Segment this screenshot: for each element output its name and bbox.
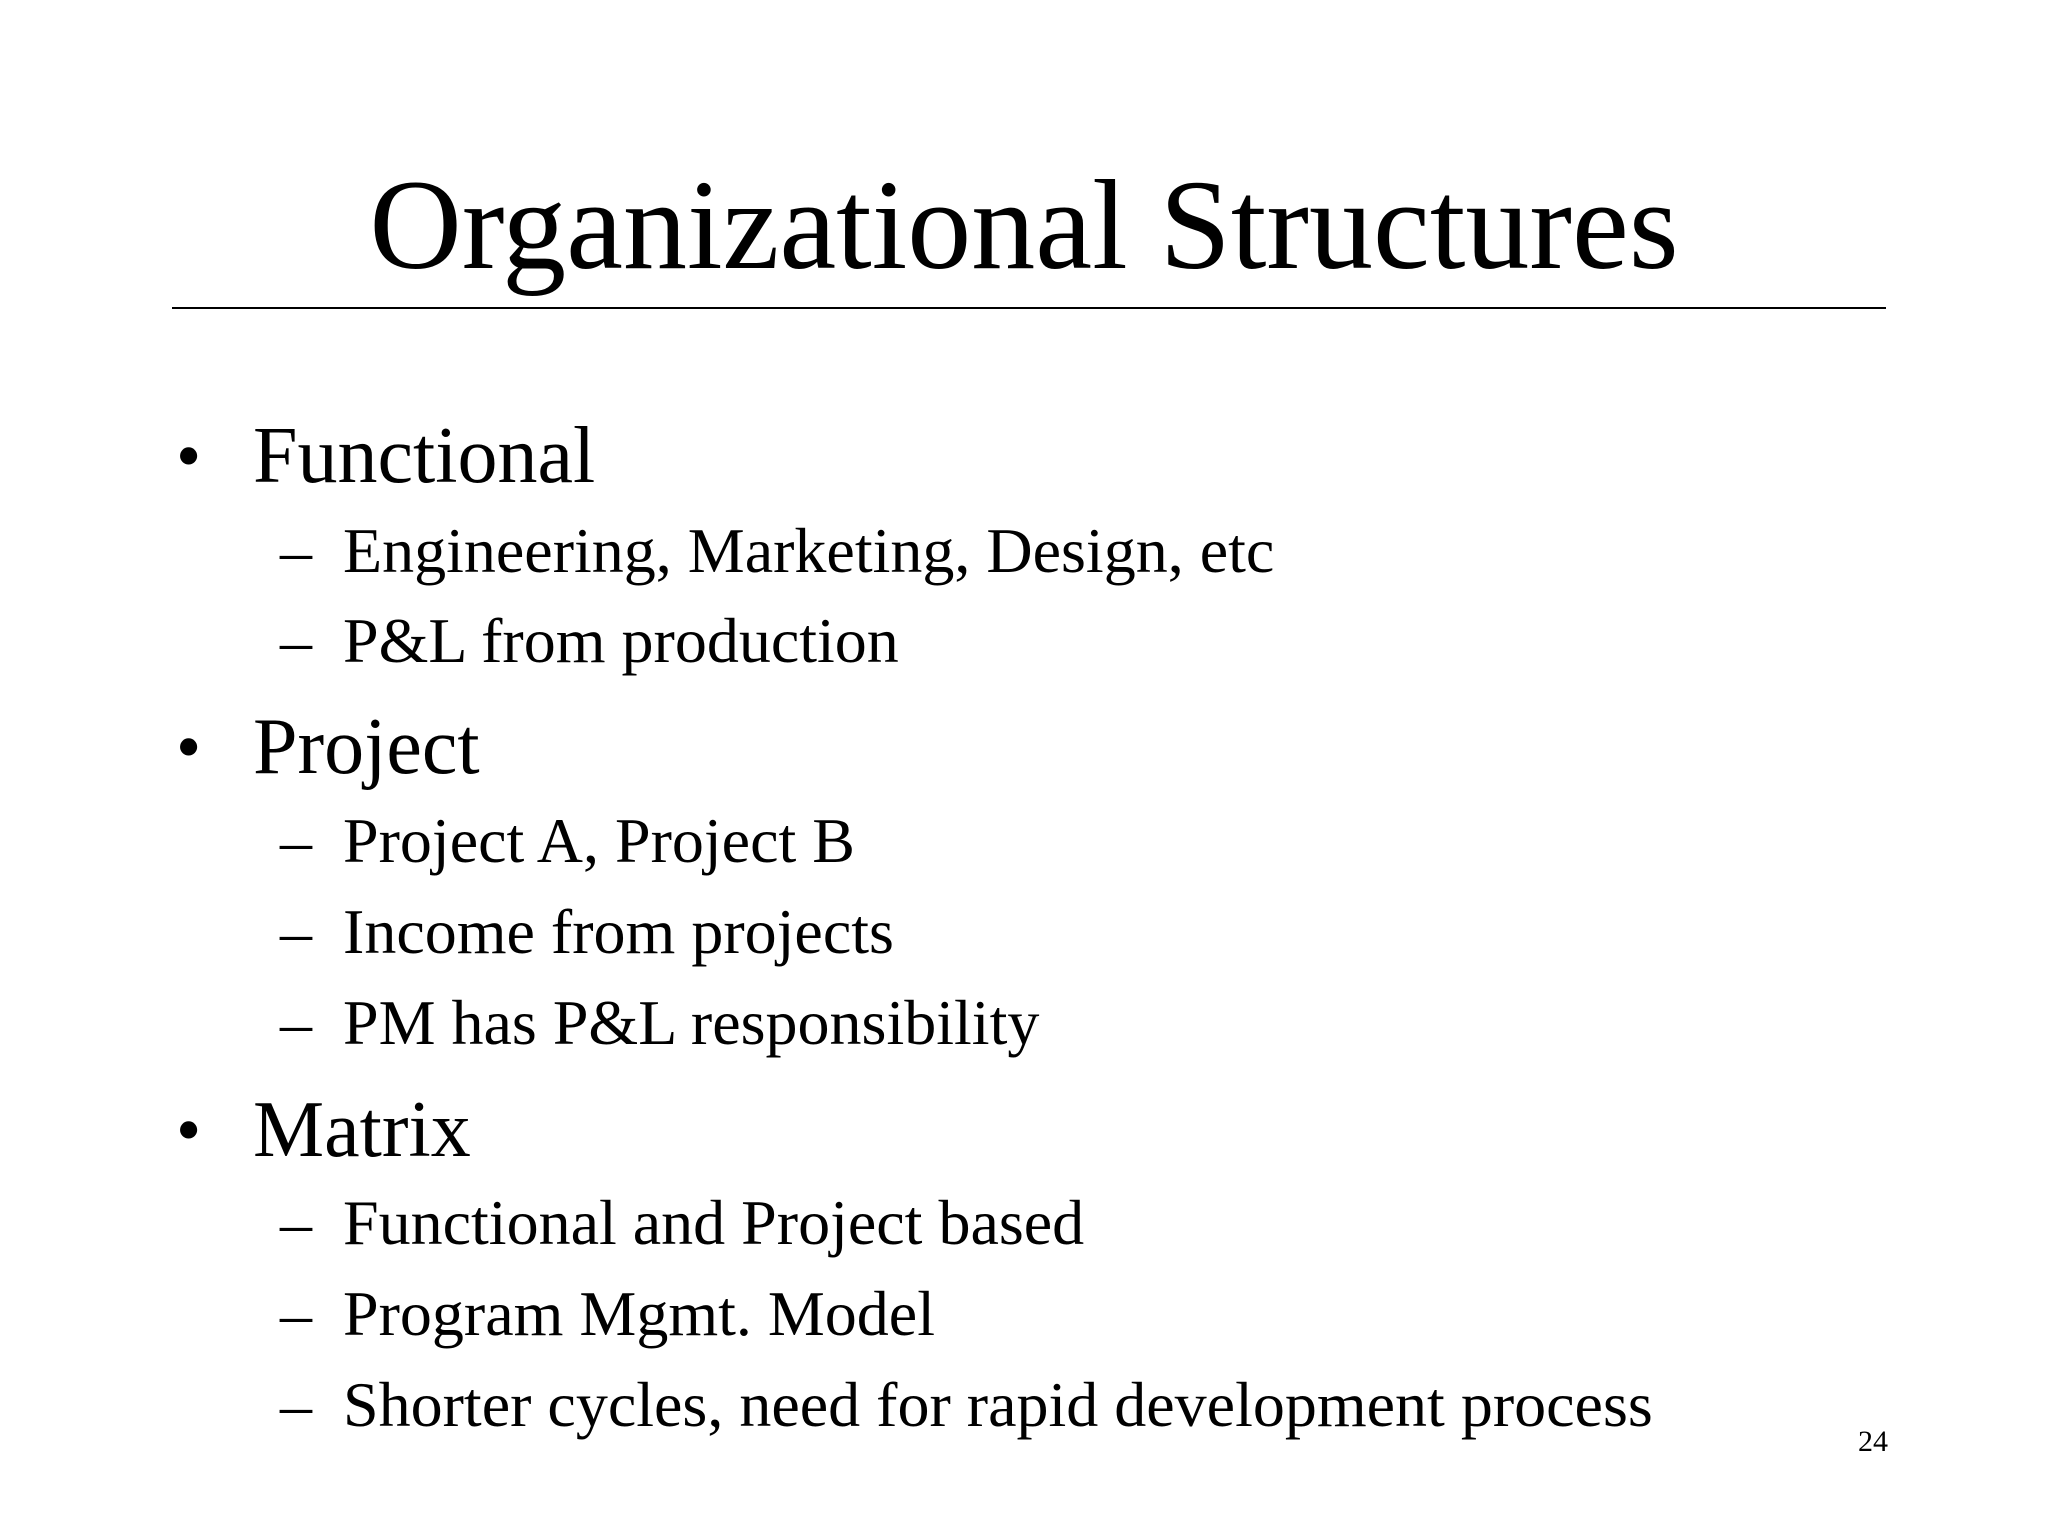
dash-icon: – — [280, 1187, 312, 1258]
page-number: 24 — [1858, 1425, 1888, 1458]
bullet-icon: • — [176, 707, 202, 787]
bullet-label: Functional — [253, 412, 596, 500]
dash-icon: – — [280, 805, 312, 876]
sub-item-label: Shorter cycles, need for rapid development process — [343, 1369, 1653, 1440]
sub-item-label: Program Mgmt. Model — [343, 1278, 935, 1349]
sub-item-label: Income from projects — [343, 896, 894, 967]
bullet-icon: • — [176, 416, 202, 496]
dash-icon: – — [280, 515, 312, 586]
bullet-label: Matrix — [253, 1086, 471, 1174]
slide-title: Organizational Structures — [369, 154, 1679, 296]
bullet-label: Project — [253, 703, 480, 791]
sub-item-label: P&L from production — [343, 605, 899, 676]
sub-item-label: Engineering, Marketing, Design, etc — [343, 515, 1275, 586]
dash-icon: – — [280, 1369, 312, 1440]
title-divider — [172, 307, 1886, 309]
sub-item-label: Project A, Project B — [343, 805, 855, 876]
sub-item-label: Functional and Project based — [343, 1187, 1085, 1258]
dash-icon: – — [280, 987, 312, 1058]
dash-icon: – — [280, 1278, 312, 1349]
bullet-icon: • — [176, 1090, 202, 1170]
dash-icon: – — [280, 896, 312, 967]
dash-icon: – — [280, 605, 312, 676]
sub-item-label: PM has P&L responsibility — [343, 987, 1040, 1058]
